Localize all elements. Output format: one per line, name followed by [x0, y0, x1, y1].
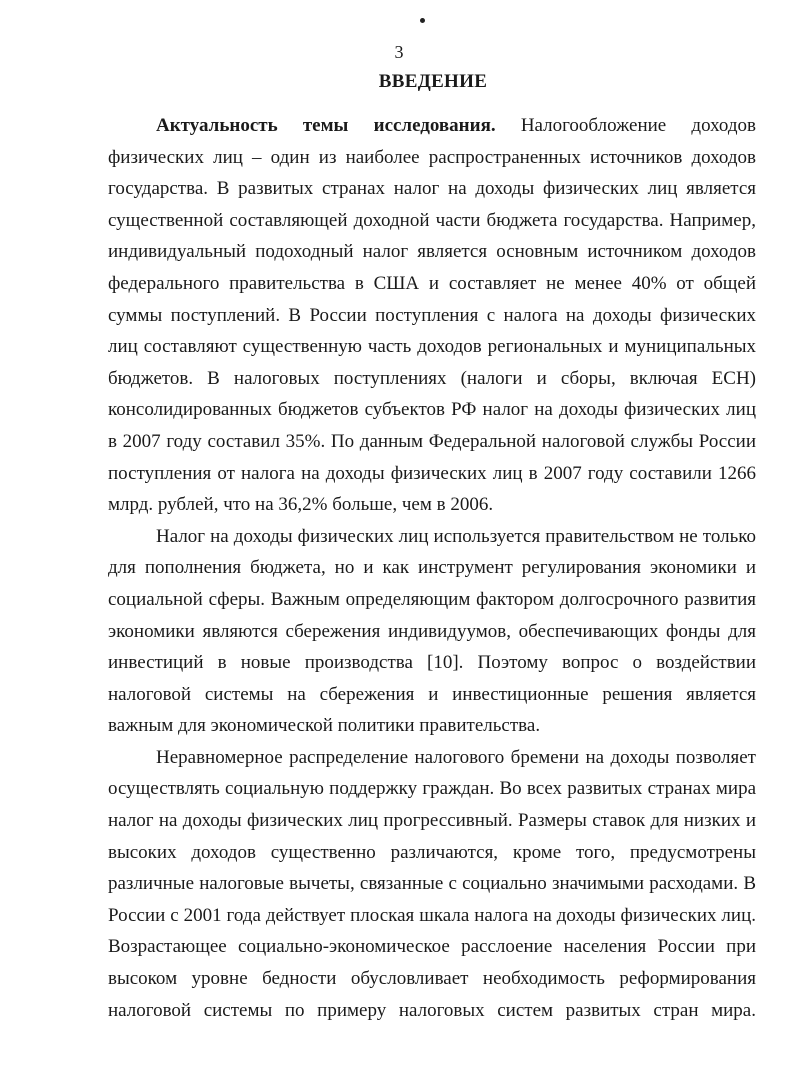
- paragraph-regulation: [108, 521, 756, 742]
- paragraph-text: Налог на доходы физических лиц используется правительством не только для пополнения бюджета, но и как инструмент регулирования экономики и социальной сферы. Важным определяющим фактором долгосрочного развития экономики являются сбережения индивидуумов, обеспечивающих фонды для инвестиций в новые производства [10]. Поэтому вопрос о воздействии налоговой системы на сбережения и инвестиционные решения является важным для экономической политики правительства.: [108, 525, 756, 737]
- document-body: [108, 110, 756, 1026]
- page-mark-dot: [420, 18, 425, 23]
- page-number: 3: [394, 42, 404, 62]
- paragraph-tax-burden: [108, 742, 756, 1026]
- paragraph-text: Неравномерное распределение налогового бремени на доходы позволяет осуществлять социальную поддержку граждан. Во всех развитых странах мира налог на доходы физических лиц прогрессивный. Размеры ставок для низких и высоких доходов существенно различаются, кроме того, предусмотрены различные налоговые вычеты, связанные с социально значимыми расходами. В России с 2001 года действует плоская шкала налога на доходы физических лиц. Возрастающее социально-экономическое расслоение населения России при высоком уровне бедности обусловливает необходимость реформирования налоговой системы по примеру налоговых систем развитых стран мира.: [108, 746, 756, 1021]
- paragraph-lead: Актуальность темы исследования.: [156, 115, 496, 136]
- page-title: ВВЕДЕНИЕ: [378, 71, 488, 92]
- paragraph-text: Налогообложение доходов физических лиц – один из наиболее распространенных источников доходов государства. В развитых странах налог на доходы физических лиц является существенной составляющей доходной части бюджета государства. Например, индивидуальный подоходный налог является основным источником доходов федерального правительства в США и составляет не менее 40% от общей суммы поступлений. В России поступления с налога на доходы физических лиц составляют существенную часть доходов региональных и муниципальных бюджетов. В налоговых поступлениях (налоги и сборы, включая ЕСН) консолидированных бюджетов субъектов РФ налог на доходы физических лиц в 2007 году составил 35%. По данным Федеральной налоговой службы России поступления от налога на доходы физических лиц в 2007 году составили 1266 млрд. рублей, что на 36,2% больше, чем в 2006.: [108, 115, 756, 516]
- paragraph-relevance: [108, 110, 756, 521]
